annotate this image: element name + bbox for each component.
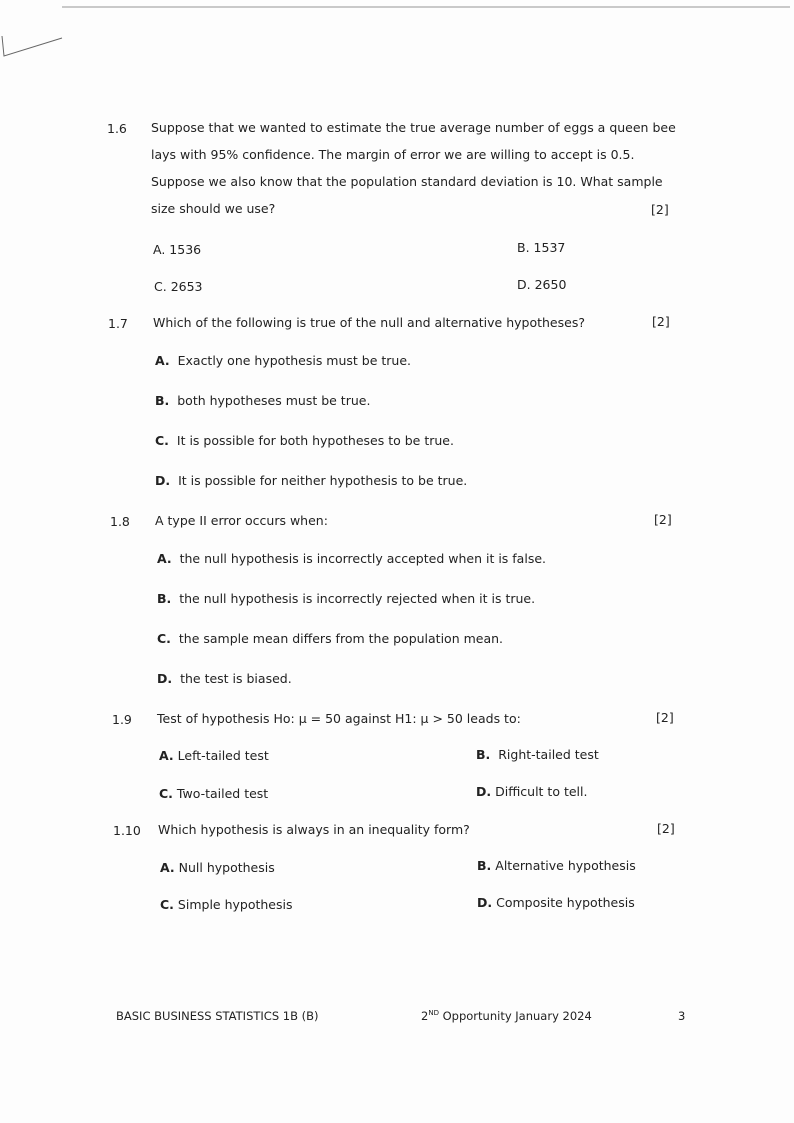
option-text: Simple hypothesis (177, 897, 293, 912)
option-letter: A. (159, 748, 174, 763)
option-d[interactable] (155, 473, 467, 488)
option-text: Two-tailed test (176, 786, 269, 801)
option-letter: D. (157, 671, 173, 686)
option-a[interactable] (153, 242, 201, 257)
option-letter: A. (155, 353, 170, 368)
option-letter: B. (476, 747, 491, 762)
question-number: 1.8 (110, 514, 130, 529)
option-b[interactable] (155, 393, 370, 408)
page-number: 3 (678, 1009, 686, 1023)
question-text: Which of the following is true of the null and alternative hypotheses? (153, 315, 585, 330)
option-letter: C. (159, 786, 173, 801)
question-marks: [2] (652, 314, 670, 329)
option-text: 1537 (533, 240, 566, 255)
question-marks: [2] (657, 821, 675, 836)
question-marks: [2] (651, 202, 669, 217)
option-a[interactable] (159, 748, 269, 763)
question-number: 1.9 (112, 712, 132, 727)
option-letter: B. (157, 591, 172, 606)
option-letter: B. (477, 858, 492, 873)
footer-opportunity-rest: Opportunity January 2024 (438, 1009, 592, 1023)
footer-course: BASIC BUSINESS STATISTICS 1B (B) (116, 1009, 319, 1023)
question-text: Which hypothesis is always in an inequality form? (158, 822, 470, 837)
option-letter: C. (160, 897, 174, 912)
footer-opportunity-prefix: 2 (421, 1009, 429, 1023)
option-text: both hypotheses must be true. (177, 393, 371, 408)
top-rule (62, 6, 790, 8)
option-letter: D. (477, 895, 493, 910)
option-letter: B. (517, 240, 530, 255)
option-text: Right-tailed test (498, 747, 599, 762)
option-letter: C. (155, 433, 169, 448)
option-b[interactable] (476, 747, 599, 762)
option-text: Left-tailed test (177, 748, 269, 763)
pen-stroke-mark (0, 34, 70, 64)
option-c[interactable] (160, 897, 293, 912)
question-number: 1.10 (113, 823, 141, 838)
question-marks: [2] (654, 512, 672, 527)
option-text: 1536 (169, 242, 202, 257)
option-d[interactable] (157, 671, 292, 686)
question-text: A type II error occurs when: (155, 513, 328, 528)
option-c[interactable] (159, 786, 268, 801)
option-letter: C. (157, 631, 171, 646)
option-text: Null hypothesis (178, 860, 275, 875)
option-text: Exactly one hypothesis must be true. (177, 353, 412, 368)
option-letter: B. (155, 393, 170, 408)
option-a[interactable] (155, 353, 411, 368)
option-a[interactable] (157, 551, 546, 566)
option-text: the null hypothesis is incorrectly accepted when it is false. (179, 551, 546, 566)
footer-opportunity-sup: ND (428, 1009, 439, 1018)
question-marks: [2] (656, 710, 674, 725)
option-text: Difficult to tell. (495, 784, 588, 799)
option-letter: A. (157, 551, 172, 566)
option-text: the null hypothesis is incorrectly rejected when it is true. (179, 591, 536, 606)
option-letter: D. (476, 784, 492, 799)
option-letter: A. (153, 242, 166, 257)
option-text: the test is biased. (180, 671, 292, 686)
question-number: 1.7 (108, 316, 128, 331)
option-letter: A. (160, 860, 175, 875)
option-b[interactable] (517, 240, 565, 255)
option-text: 2653 (170, 279, 203, 294)
option-text: 2650 (534, 277, 567, 292)
option-b[interactable] (477, 858, 636, 873)
option-letter: D. (517, 277, 531, 292)
option-text: Composite hypothesis (496, 895, 635, 910)
option-c[interactable] (154, 279, 203, 294)
option-text: It is possible for neither hypothesis to be true. (178, 473, 468, 488)
footer-opportunity (421, 1009, 592, 1023)
option-b[interactable] (157, 591, 535, 606)
question-text: Test of hypothesis Ho: μ = 50 against H1: μ > 50 leads to: (157, 711, 521, 726)
option-d[interactable] (477, 895, 635, 910)
option-c[interactable] (155, 433, 454, 448)
option-letter: D. (155, 473, 171, 488)
question-number: 1.6 (107, 121, 127, 136)
option-d[interactable] (517, 277, 566, 292)
question-text: Suppose that we wanted to estimate the true average number of eggs a queen bee lays with 95% confidence. The margin of error we are willing to accept is 0.5. Suppose we also know that the population standard deviation is 10. What sample size should we use? (151, 120, 676, 216)
option-text: the sample mean differs from the population mean. (178, 631, 504, 646)
option-a[interactable] (160, 860, 275, 875)
option-d[interactable] (476, 784, 587, 799)
option-letter: C. (154, 279, 167, 294)
option-c[interactable] (157, 631, 503, 646)
option-text: Alternative hypothesis (495, 858, 636, 873)
option-text: It is possible for both hypotheses to be true. (176, 433, 454, 448)
